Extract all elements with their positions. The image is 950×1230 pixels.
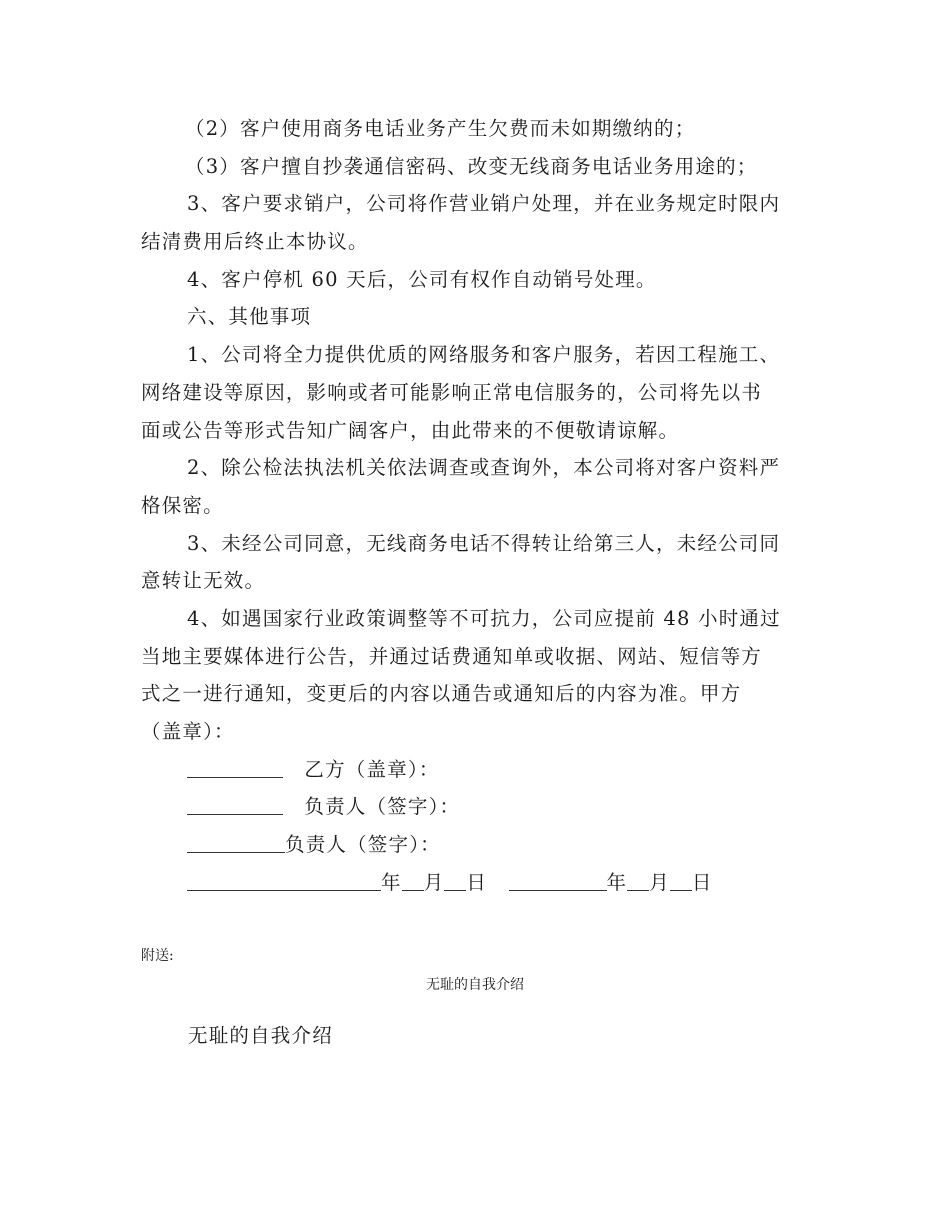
- attachment-title: 无耻的自我介绍: [426, 977, 524, 993]
- year-label: 年: [381, 870, 402, 894]
- blank-underline: [670, 866, 692, 891]
- clause-line: 面或公告等形式告知广阔客户，由此带来的不便敬请谅解。: [141, 418, 680, 442]
- month-label: 月: [423, 870, 445, 894]
- clause-line: 结清费用后终止本协议。: [141, 230, 369, 254]
- responsible-signature-label: 负责人（签字）：: [304, 795, 461, 819]
- clause-line: （盖章）：: [141, 720, 235, 743]
- attachment-label: 附送:: [141, 948, 174, 964]
- clause-line: 3、客户要求销户，公司将作营业销户处理，并在业务规定时限内: [187, 192, 781, 216]
- clause-line: 1、公司将全力提供优质的网络服务和客户服务，若因工程施工、: [187, 343, 781, 367]
- signature-line-responsible-2: [141, 826, 811, 864]
- day-label: 日: [691, 870, 713, 894]
- clause-line: （2）客户使用商务电话业务产生欠费而未如期缴纳的；: [185, 117, 696, 140]
- section-heading: 六、其他事项: [187, 305, 312, 329]
- clause-line: （3）客户擅自抄袭通信密码、改变无线商务电话业务用途的；: [185, 154, 758, 178]
- clause-line: 意转让无效。: [141, 569, 266, 593]
- date-line: [141, 864, 811, 902]
- clause-line: 3、未经公司同意，无线商务电话不得转让给第三人，未经公司同: [187, 531, 781, 555]
- blank-underline: [187, 866, 381, 891]
- responsible-signature-label: 负责人（签字）：: [285, 833, 441, 857]
- blank-underline: [444, 866, 466, 891]
- blank-underline: [187, 828, 285, 853]
- blank-underline: [627, 866, 649, 891]
- clause-line: 2、除公检法执法机关依法调查或查询外，本公司将对客户资料严: [187, 456, 781, 480]
- blank-underline: [187, 790, 283, 815]
- day-label: 日: [466, 870, 488, 894]
- year-label: 年: [606, 870, 628, 894]
- signature-line-party-b: [141, 751, 811, 789]
- blank-underline: [187, 753, 283, 778]
- clause-line: 格保密。: [141, 493, 224, 517]
- clause-line: 网络建设等原因，影响或者可能影响正常电信服务的，公司将先以书: [141, 380, 763, 404]
- party-b-seal-label: 乙方（盖章）：: [304, 757, 440, 781]
- contract-body: [141, 110, 811, 901]
- clause-line: 4、如遇国家行业政策调整等不可抗力，公司应提前 48 小时通过: [187, 606, 781, 630]
- blank-underline: [402, 866, 424, 891]
- attachment-body: 无耻的自我介绍: [188, 1024, 333, 1047]
- month-label: 月: [649, 870, 670, 894]
- blank-underline: [509, 866, 607, 891]
- clause-line: 当地主要媒体进行公告，并通过话费通知单或收据、网站、短信等方: [141, 644, 763, 668]
- clause-line: 4、客户停机 60 天后，公司有权作自动销号处理。: [187, 267, 657, 291]
- signature-line-responsible-1: [141, 788, 811, 826]
- clause-line: 式之一进行通知，变更后的内容以通告或通知后的内容为准。甲方: [141, 682, 742, 706]
